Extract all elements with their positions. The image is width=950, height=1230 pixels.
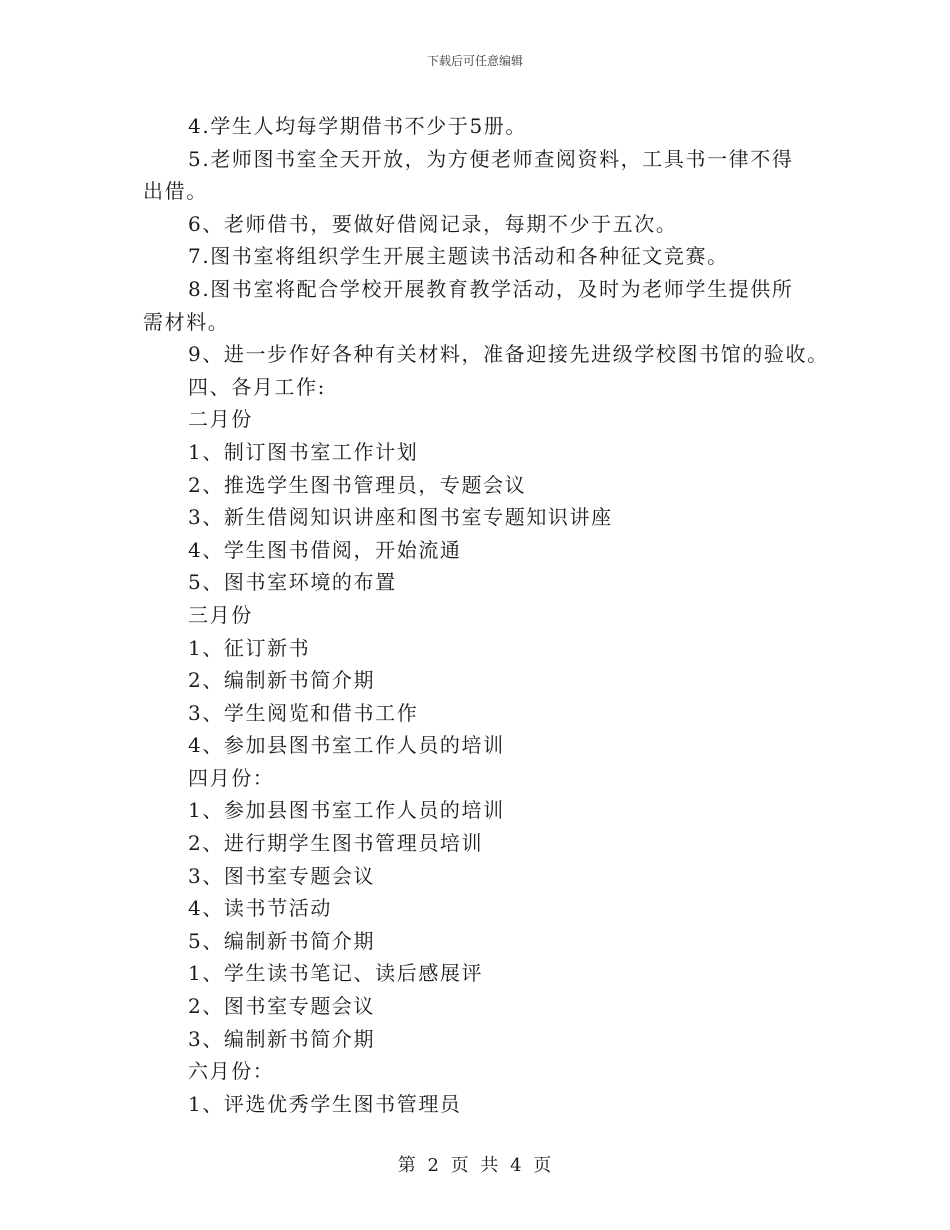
- list-item: 1、学生读书笔记、读后感展评: [188, 961, 484, 986]
- month-heading: 六月份：: [188, 1059, 275, 1084]
- section-heading: 四、各月工作:: [188, 374, 326, 399]
- text-line: 9、进一步作好各种有关材料，准备迎接先进级学校图书馆的验收。: [188, 342, 829, 367]
- text-line: 出借。: [143, 179, 208, 204]
- list-item: 5、图书室环境的布置: [188, 570, 397, 595]
- list-item: 4、参加县图书室工作人员的培训: [188, 733, 505, 758]
- month-heading: 二月份: [188, 407, 253, 432]
- page-footer: 第 2 页 共 4 页: [397, 1155, 553, 1176]
- list-item: 1、评选优秀学生图书管理员: [188, 1091, 462, 1116]
- list-item: 2、编制新书简介期: [188, 668, 376, 693]
- text-line: 8.图书室将配合学校开展教育教学活动，及时为老师学生提供所: [188, 276, 794, 301]
- text-line: 需材料。: [143, 309, 230, 334]
- list-item: 3、编制新书简介期: [188, 1026, 376, 1051]
- list-item: 3、图书室专题会议: [188, 863, 376, 888]
- text-line: 7.图书室将组织学生开展主题读书活动和各种征文竞赛。: [188, 244, 729, 269]
- list-item: 1、制订图书室工作计划: [188, 439, 419, 464]
- list-item: 3、学生阅览和借书工作: [188, 700, 419, 725]
- list-item: 2、进行期学生图书管理员培训: [188, 831, 484, 856]
- text-line: 4.学生人均每学期借书不少于5册。: [188, 114, 528, 138]
- list-item: 1、征订新书: [188, 635, 311, 660]
- list-item: 1、参加县图书室工作人员的培训: [188, 798, 505, 823]
- document-body: [143, 110, 829, 1120]
- list-item: 2、推选学生图书管理员，专题会议: [188, 472, 527, 497]
- month-heading: 四月份：: [188, 765, 275, 790]
- list-item: 3、新生借阅知识讲座和图书室专题知识讲座: [188, 505, 613, 530]
- month-heading: 三月份: [188, 602, 253, 627]
- list-item: 5、编制新书简介期: [188, 928, 376, 953]
- text-line: 6、老师借书，要做好借阅记录，每期不少于五次。: [188, 211, 678, 236]
- page-header: 下载后可任意编辑: [426, 54, 523, 68]
- list-item: 4、读书节活动: [188, 896, 332, 921]
- list-item: 4、学生图书借阅，开始流通: [188, 537, 462, 562]
- text-line: 5.老师图书室全天开放，为方便老师查阅资料，工具书一律不得: [188, 146, 794, 171]
- list-item: 2、图书室专题会议: [188, 994, 376, 1019]
